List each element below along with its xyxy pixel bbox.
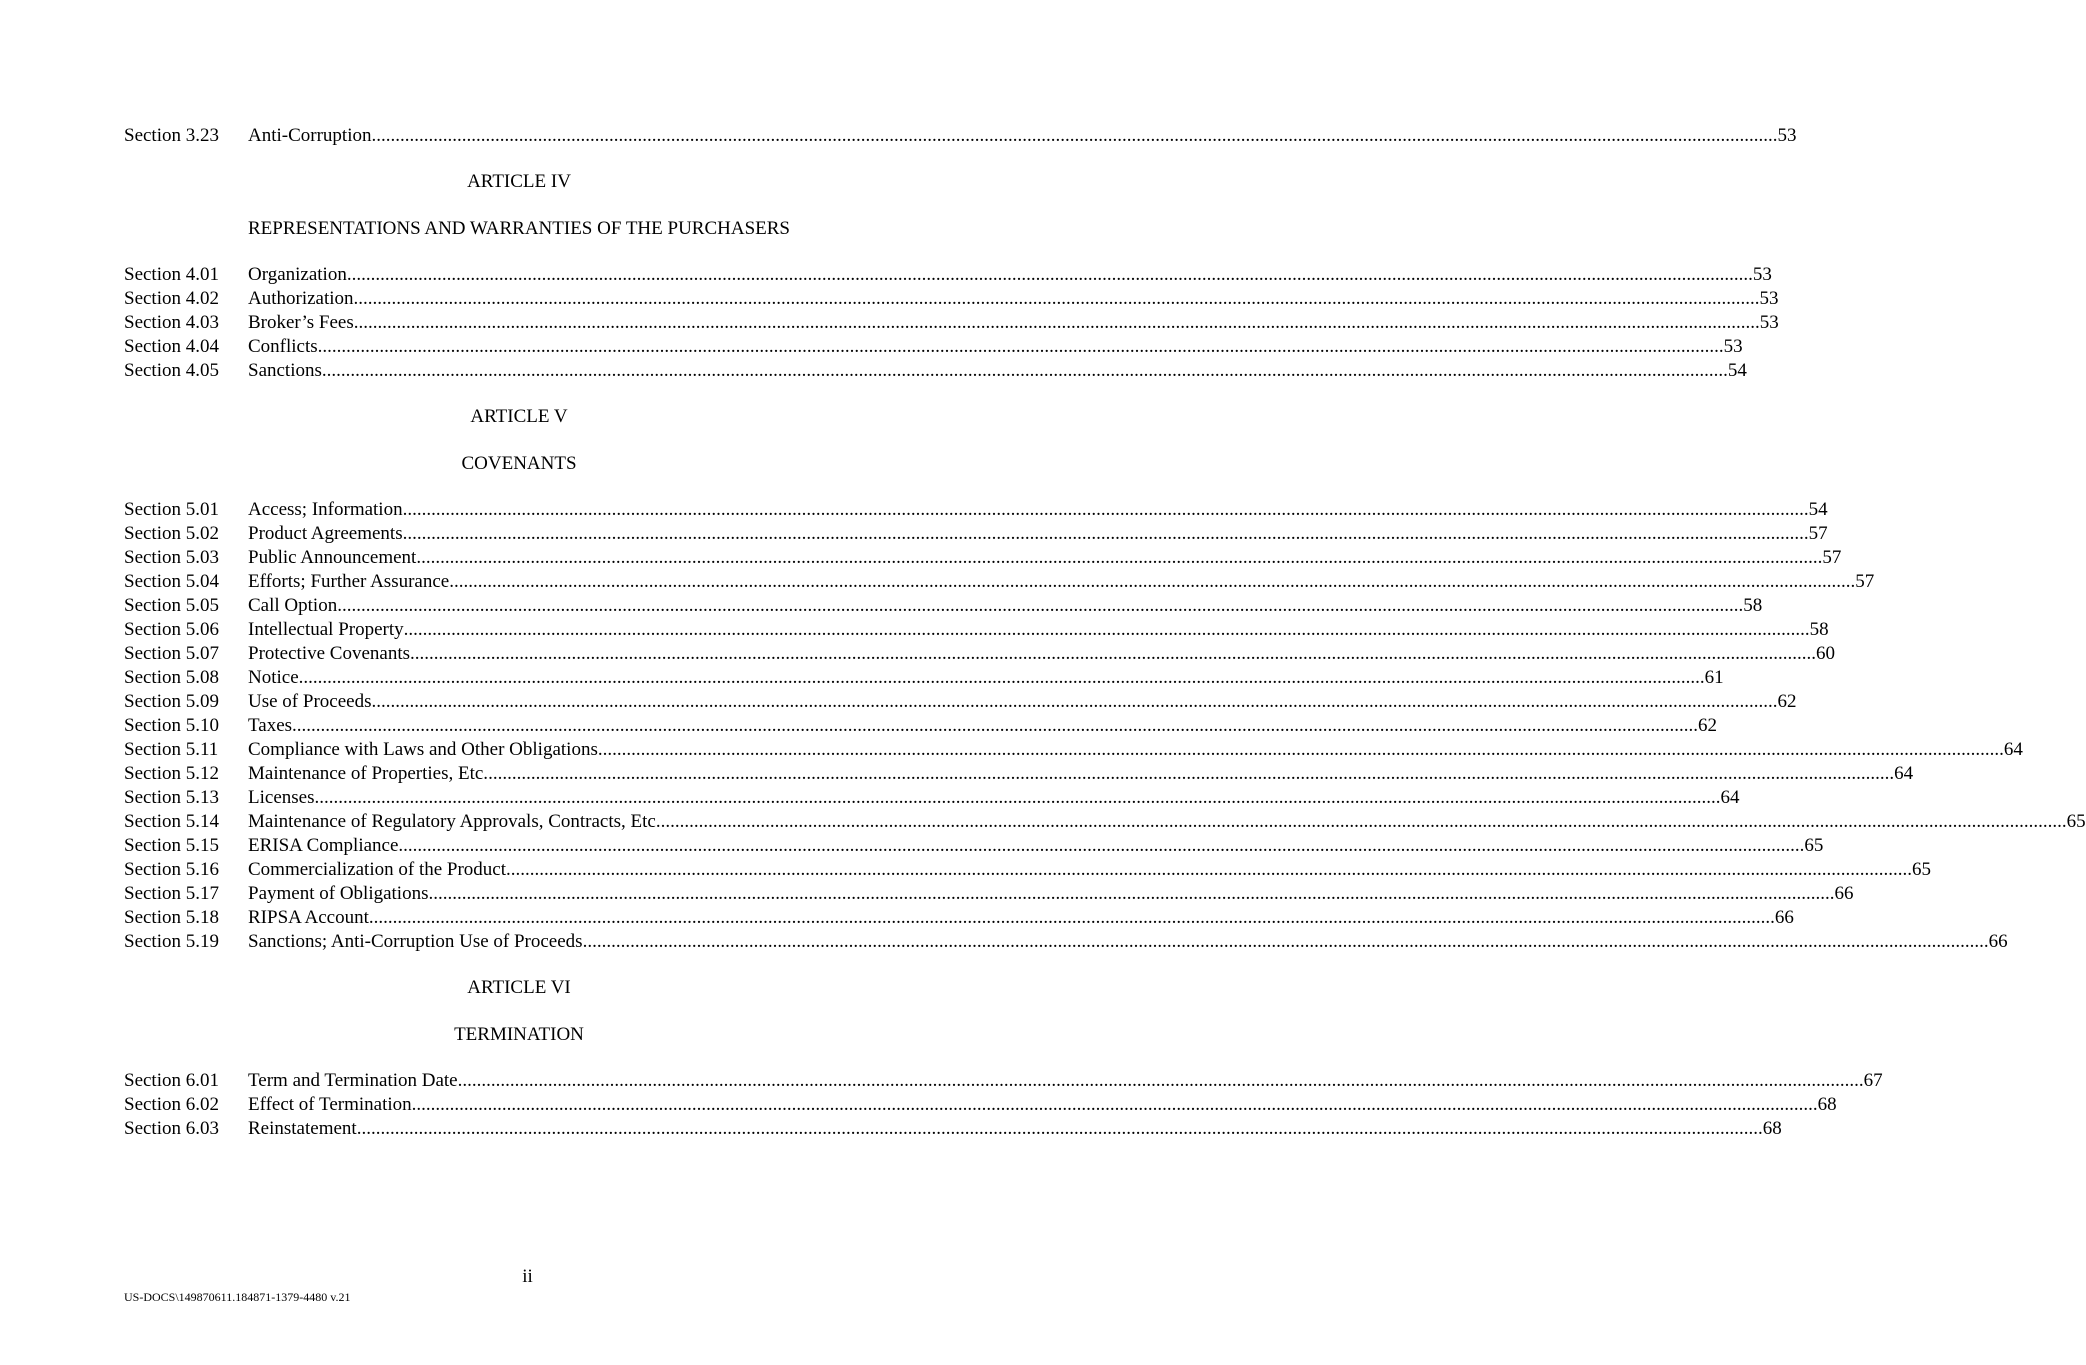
toc-entry[interactable] <box>124 618 1829 642</box>
section-number: Section 5.06 <box>124 619 219 640</box>
section-title: Protective Covenants <box>248 643 410 664</box>
dot-leader <box>412 1093 1818 1117</box>
section-title: Product Agreements <box>248 523 403 544</box>
section-title: Payment of Obligations <box>248 883 429 904</box>
dot-leader <box>410 642 1816 666</box>
section-number: Section 3.23 <box>124 125 219 146</box>
section-number: Section 5.12 <box>124 763 219 784</box>
toc-entry[interactable] <box>124 1117 1782 1141</box>
section-number: Section 5.16 <box>124 859 219 880</box>
section-page-number: 53 <box>1777 125 1797 146</box>
section-number: Section 5.14 <box>124 811 219 832</box>
section-page-number: 54 <box>1727 360 1747 381</box>
dot-leader <box>598 738 2004 762</box>
section-number: Section 5.19 <box>124 931 219 952</box>
section-page-number: 64 <box>1894 763 1914 784</box>
toc-entry[interactable] <box>124 498 1828 522</box>
dot-leader <box>404 618 1810 642</box>
section-page-number: 66 <box>1834 883 1854 904</box>
section-page-number: 62 <box>1698 715 1718 736</box>
dot-leader <box>292 714 1698 738</box>
dot-leader <box>403 498 1809 522</box>
section-number: Section 5.15 <box>124 835 219 856</box>
toc-entry[interactable] <box>124 335 1743 359</box>
toc-entry[interactable] <box>124 359 1747 383</box>
section-page-number: 65 <box>1912 859 1932 880</box>
section-number: Section 4.04 <box>124 336 219 357</box>
section-page-number: 53 <box>1723 336 1743 357</box>
section-title: Efforts; Further Assurance <box>248 571 450 592</box>
dot-leader <box>337 594 1743 618</box>
section-title: Commercialization of the Product <box>248 859 507 880</box>
spacer <box>124 148 914 170</box>
dot-leader <box>318 335 1724 359</box>
toc-entry[interactable] <box>124 666 1724 690</box>
section-title: RIPSA Account <box>248 907 369 928</box>
toc-entry[interactable] <box>124 810 2086 834</box>
section-number: Section 4.01 <box>124 264 219 285</box>
document-id: US-DOCS\149870611.184871-1379-4480 v.21 <box>124 1290 351 1304</box>
section-number: Section 6.01 <box>124 1070 219 1091</box>
toc-entry[interactable] <box>124 311 1779 335</box>
section-title: Organization <box>248 264 347 285</box>
section-page-number: 58 <box>1743 595 1763 616</box>
section-title: Public Announcement <box>248 547 417 568</box>
section-number: Section 5.18 <box>124 907 219 928</box>
section-number: Section 5.17 <box>124 883 219 904</box>
spacer <box>124 241 914 263</box>
section-number: Section 4.03 <box>124 312 219 333</box>
section-title: Maintenance of Properties, Etc. <box>248 763 489 784</box>
section-number: Section 4.02 <box>124 288 219 309</box>
section-number: Section 5.02 <box>124 523 219 544</box>
toc-entry[interactable] <box>124 287 1779 311</box>
dot-leader <box>314 786 1720 810</box>
section-number: Section 5.01 <box>124 499 219 520</box>
toc-entry[interactable] <box>124 690 1797 714</box>
section-page-number: 68 <box>1817 1094 1837 1115</box>
section-page-number: 53 <box>1759 288 1779 309</box>
spacer <box>124 1047 914 1069</box>
dot-leader <box>299 666 1705 690</box>
toc-entry[interactable] <box>124 124 1797 148</box>
section-title: Call Option <box>248 595 338 616</box>
section-title: Access; Information <box>248 499 403 520</box>
toc-entry[interactable] <box>124 930 2008 954</box>
toc-entry[interactable] <box>124 882 1854 906</box>
toc-entry[interactable] <box>124 786 1740 810</box>
toc-entry[interactable] <box>124 1093 1837 1117</box>
section-number: Section 5.09 <box>124 691 219 712</box>
dot-leader <box>398 834 1804 858</box>
section-title: Maintenance of Regulatory Approvals, Contracts, Etc. <box>248 811 661 832</box>
dot-leader <box>449 570 1855 594</box>
section-title: Sanctions; Anti-Corruption Use of Proceeds <box>248 931 583 952</box>
toc-entry[interactable] <box>124 642 1835 666</box>
section-number: Section 5.08 <box>124 667 219 688</box>
toc-entry[interactable] <box>124 263 1772 287</box>
section-page-number: 60 <box>1816 643 1835 664</box>
section-page-number: 57 <box>1822 547 1842 568</box>
dot-leader <box>371 690 1777 714</box>
dot-leader <box>322 359 1728 383</box>
section-number: Section 6.02 <box>124 1094 219 1115</box>
section-page-number: 64 <box>1720 787 1740 808</box>
toc-entry[interactable] <box>124 570 1875 594</box>
section-page-number: 65 <box>1804 835 1824 856</box>
table-of-contents <box>124 124 2086 1141</box>
section-number: Section 4.05 <box>124 360 219 381</box>
section-title: ERISA Compliance <box>248 835 399 856</box>
section-page-number: 53 <box>1759 312 1779 333</box>
article-subtitle: REPRESENTATIONS AND WARRANTIES OF THE PURCHASERS <box>248 218 790 239</box>
spacer <box>124 383 914 405</box>
toc-entry[interactable] <box>124 714 1718 738</box>
section-title: Intellectual Property <box>248 619 404 640</box>
spacer <box>124 1000 914 1023</box>
section-page-number: 65 <box>2066 811 2086 832</box>
section-title: Effect of Termination <box>248 1094 412 1115</box>
section-number: Section 5.07 <box>124 643 219 664</box>
section-title: Broker’s Fees <box>248 312 354 333</box>
dot-leader <box>583 930 1989 954</box>
dot-leader <box>458 1069 1864 1093</box>
toc-entry[interactable] <box>124 858 1932 882</box>
spacer <box>124 194 914 217</box>
section-page-number: 57 <box>1855 571 1875 592</box>
article-subtitle: COVENANTS <box>461 453 577 474</box>
section-page-number: 66 <box>1988 931 2008 952</box>
spacer <box>124 476 914 498</box>
article-subtitle: TERMINATION <box>454 1024 584 1045</box>
section-number: Section 5.11 <box>124 739 219 760</box>
section-page-number: 64 <box>2003 739 2023 760</box>
section-page-number: 61 <box>1704 667 1724 688</box>
toc-entry[interactable] <box>124 1069 1883 1093</box>
section-title: Licenses <box>248 787 315 808</box>
toc-entry[interactable] <box>124 834 1824 858</box>
section-title: Reinstatement <box>248 1118 357 1139</box>
dot-leader <box>354 287 1760 311</box>
dot-leader <box>416 546 1822 570</box>
section-title: Authorization <box>248 288 354 309</box>
toc-entry[interactable] <box>124 762 1914 786</box>
dot-leader <box>403 522 1809 546</box>
section-title: Use of Proceeds <box>248 691 372 712</box>
dot-leader <box>506 858 1912 882</box>
section-number: Section 6.03 <box>124 1118 219 1139</box>
section-title: Sanctions <box>248 360 322 381</box>
article-heading: ARTICLE VI <box>467 977 571 998</box>
section-number: Section 5.04 <box>124 571 219 592</box>
section-number: Section 5.05 <box>124 595 219 616</box>
section-title: Compliance with Laws and Other Obligations <box>248 739 598 760</box>
toc-entry[interactable] <box>124 906 1794 930</box>
spacer <box>124 429 914 452</box>
article-heading: ARTICLE V <box>470 406 568 427</box>
section-page-number: 57 <box>1808 523 1828 544</box>
dot-leader <box>354 311 1760 335</box>
spacer <box>124 954 914 976</box>
section-title: Notice <box>248 667 299 688</box>
section-page-number: 54 <box>1808 499 1828 520</box>
section-number: Section 5.03 <box>124 547 219 568</box>
toc-entry[interactable] <box>124 522 1828 546</box>
dot-leader <box>347 263 1753 287</box>
section-page-number: 62 <box>1777 691 1797 712</box>
toc-entry[interactable] <box>124 738 2023 762</box>
section-page-number: 66 <box>1774 907 1794 928</box>
section-page-number: 67 <box>1863 1070 1883 1091</box>
section-title: Anti-Corruption <box>248 125 372 146</box>
toc-entry[interactable] <box>124 546 1842 570</box>
section-page-number: 53 <box>1752 264 1772 285</box>
section-number: Section 5.13 <box>124 787 219 808</box>
section-page-number: 58 <box>1809 619 1829 640</box>
section-title: Taxes <box>248 715 293 736</box>
section-title: Term and Termination Date <box>248 1070 458 1091</box>
toc-entry[interactable] <box>124 594 1763 618</box>
dot-leader <box>357 1117 1763 1141</box>
dot-leader <box>372 124 1778 148</box>
article-heading: ARTICLE IV <box>467 171 571 192</box>
page-number: ii <box>522 1266 533 1287</box>
dot-leader <box>661 810 2067 834</box>
section-number: Section 5.10 <box>124 715 219 736</box>
dot-leader <box>488 762 1894 786</box>
section-page-number: 68 <box>1762 1118 1782 1139</box>
section-title: Conflicts <box>248 336 318 357</box>
dot-leader <box>428 882 1834 906</box>
dot-leader <box>369 906 1775 930</box>
